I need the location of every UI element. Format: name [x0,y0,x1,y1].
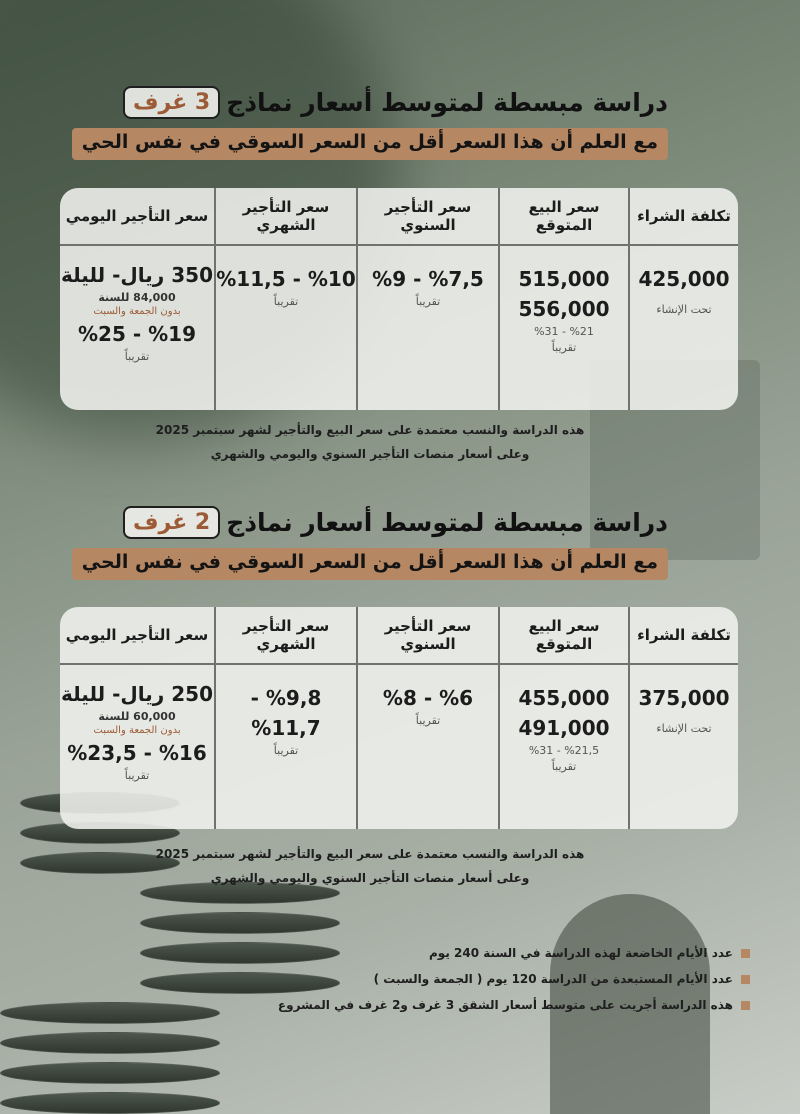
header-sale: سعر البيع المتوقع [498,607,628,663]
monthly-approx: تقريباً [273,744,299,757]
list-item [50,940,750,966]
sale-cell [498,246,628,410]
daily-price: 250 ريال- لليلة [61,682,213,706]
header-purchase: تكلفة الشراء [628,188,738,244]
monthly-cell [214,246,356,410]
rooms-tag: 3 غرف [123,86,220,119]
annual-value: %7,5 - %9 [372,267,484,291]
section-title [123,82,668,122]
sale-high: 491,000 [518,716,610,740]
header-purchase: تكلفة الشراء [628,607,738,663]
sale-approx: تقريباً [551,760,577,773]
sale-approx: تقريباً [551,341,577,354]
notes-list [50,940,750,1018]
daily-approx: تقريباً [124,350,150,363]
annual-approx: تقريباً [415,714,441,727]
footnote [120,842,620,890]
purchase-note: تحت الإنشاء [656,722,712,735]
rooms-tag: 2 غرف [123,506,220,539]
purchase-value: 425,000 [638,267,730,291]
monthly-value: %10 - %11,5 [216,267,356,291]
footnote-line-1: هذه الدراسة والنسب معتمدة على سعر البيع والتأجير لشهر سبتمبر 2025 [155,847,585,861]
monthly-approx: تقريباً [273,295,299,308]
header-monthly: سعر التأجير الشهري [214,188,356,244]
daily-exclude: بدون الجمعة والسبت [93,725,181,736]
card-header [60,607,738,663]
daily-cell [60,246,214,410]
sale-percent: %21 - %31 [534,325,594,338]
header-annual: سعر التأجير السنوي [356,188,498,244]
daily-exclude: بدون الجمعة والسبت [93,306,181,317]
header-daily: سعر التأجير اليومي [65,207,209,225]
card-header [60,188,738,244]
footnote-line-1: هذه الدراسة والنسب معتمدة على سعر البيع والتأجير لشهر سبتمبر 2025 [155,423,585,437]
header-monthly: سعر التأجير الشهري [214,607,356,663]
header-sale: سعر البيع المتوقع [498,188,628,244]
title-text: دراسة مبسطة لمتوسط أسعار نماذج [226,87,668,117]
title-text: دراسة مبسطة لمتوسط أسعار نماذج [226,507,668,537]
purchase-value: 375,000 [638,686,730,710]
daily-yearly: 60,000 للسنة [98,710,176,723]
section-title [123,502,668,542]
annual-value: %6 - %8 [382,686,474,710]
list-item-text: عدد الأيام المستبعدة من الدراسة 120 يوم ( الجمعة والسبت ) [373,972,733,986]
header-daily: سعر التأجير اليومي [65,626,209,644]
purchase-cell [628,246,738,410]
daily-approx: تقريباً [124,769,150,782]
subtitle-banner: مع العلم أن هذا السعر أقل من السعر السوقي في نفس الحي [72,548,668,580]
daily-cell [60,665,214,829]
square-bullet-icon [741,949,750,958]
list-item [50,966,750,992]
annual-cell [356,665,498,829]
square-bullet-icon [741,1001,750,1010]
monthly-cell [214,665,356,829]
purchase-note: تحت الإنشاء [656,303,712,316]
list-item-text: عدد الأيام الخاضعة لهذه الدراسة في السنة 240 يوم [429,946,733,960]
card-body [60,246,738,410]
footnote-line-2: وعلى أسعار منصات التأجير السنوي واليومي والشهري [210,447,530,461]
card-body [60,665,738,829]
sale-low: 515,000 [518,267,610,291]
footnote [120,418,620,466]
monthly-value: %9,8 - %11,7 [250,686,322,740]
daily-percent: %16 - %23,5 [67,741,207,765]
annual-cell [356,246,498,410]
subtitle-banner: مع العلم أن هذا السعر أقل من السعر السوقي في نفس الحي [72,128,668,160]
sale-high: 556,000 [518,297,610,321]
list-item [50,992,750,1018]
sale-cell [498,665,628,829]
square-bullet-icon [741,975,750,984]
list-item-text: هذه الدراسة أجريت على متوسط أسعار الشقق 3 غرف و2 غرف في المشروع [277,998,733,1012]
purchase-cell [628,665,738,829]
pricing-card [60,188,738,410]
sale-percent: %21,5 - %31 [528,744,600,757]
footnote-line-2: وعلى أسعار منصات التأجير السنوي واليومي والشهري [210,871,530,885]
daily-price: 350 ريال- لليلة [61,263,213,287]
header-annual: سعر التأجير السنوي [356,607,498,663]
annual-approx: تقريباً [415,295,441,308]
daily-percent: %19 - %25 [78,322,196,346]
daily-yearly: 84,000 للسنة [98,291,176,304]
sale-low: 455,000 [518,686,610,710]
pricing-card [60,607,738,829]
